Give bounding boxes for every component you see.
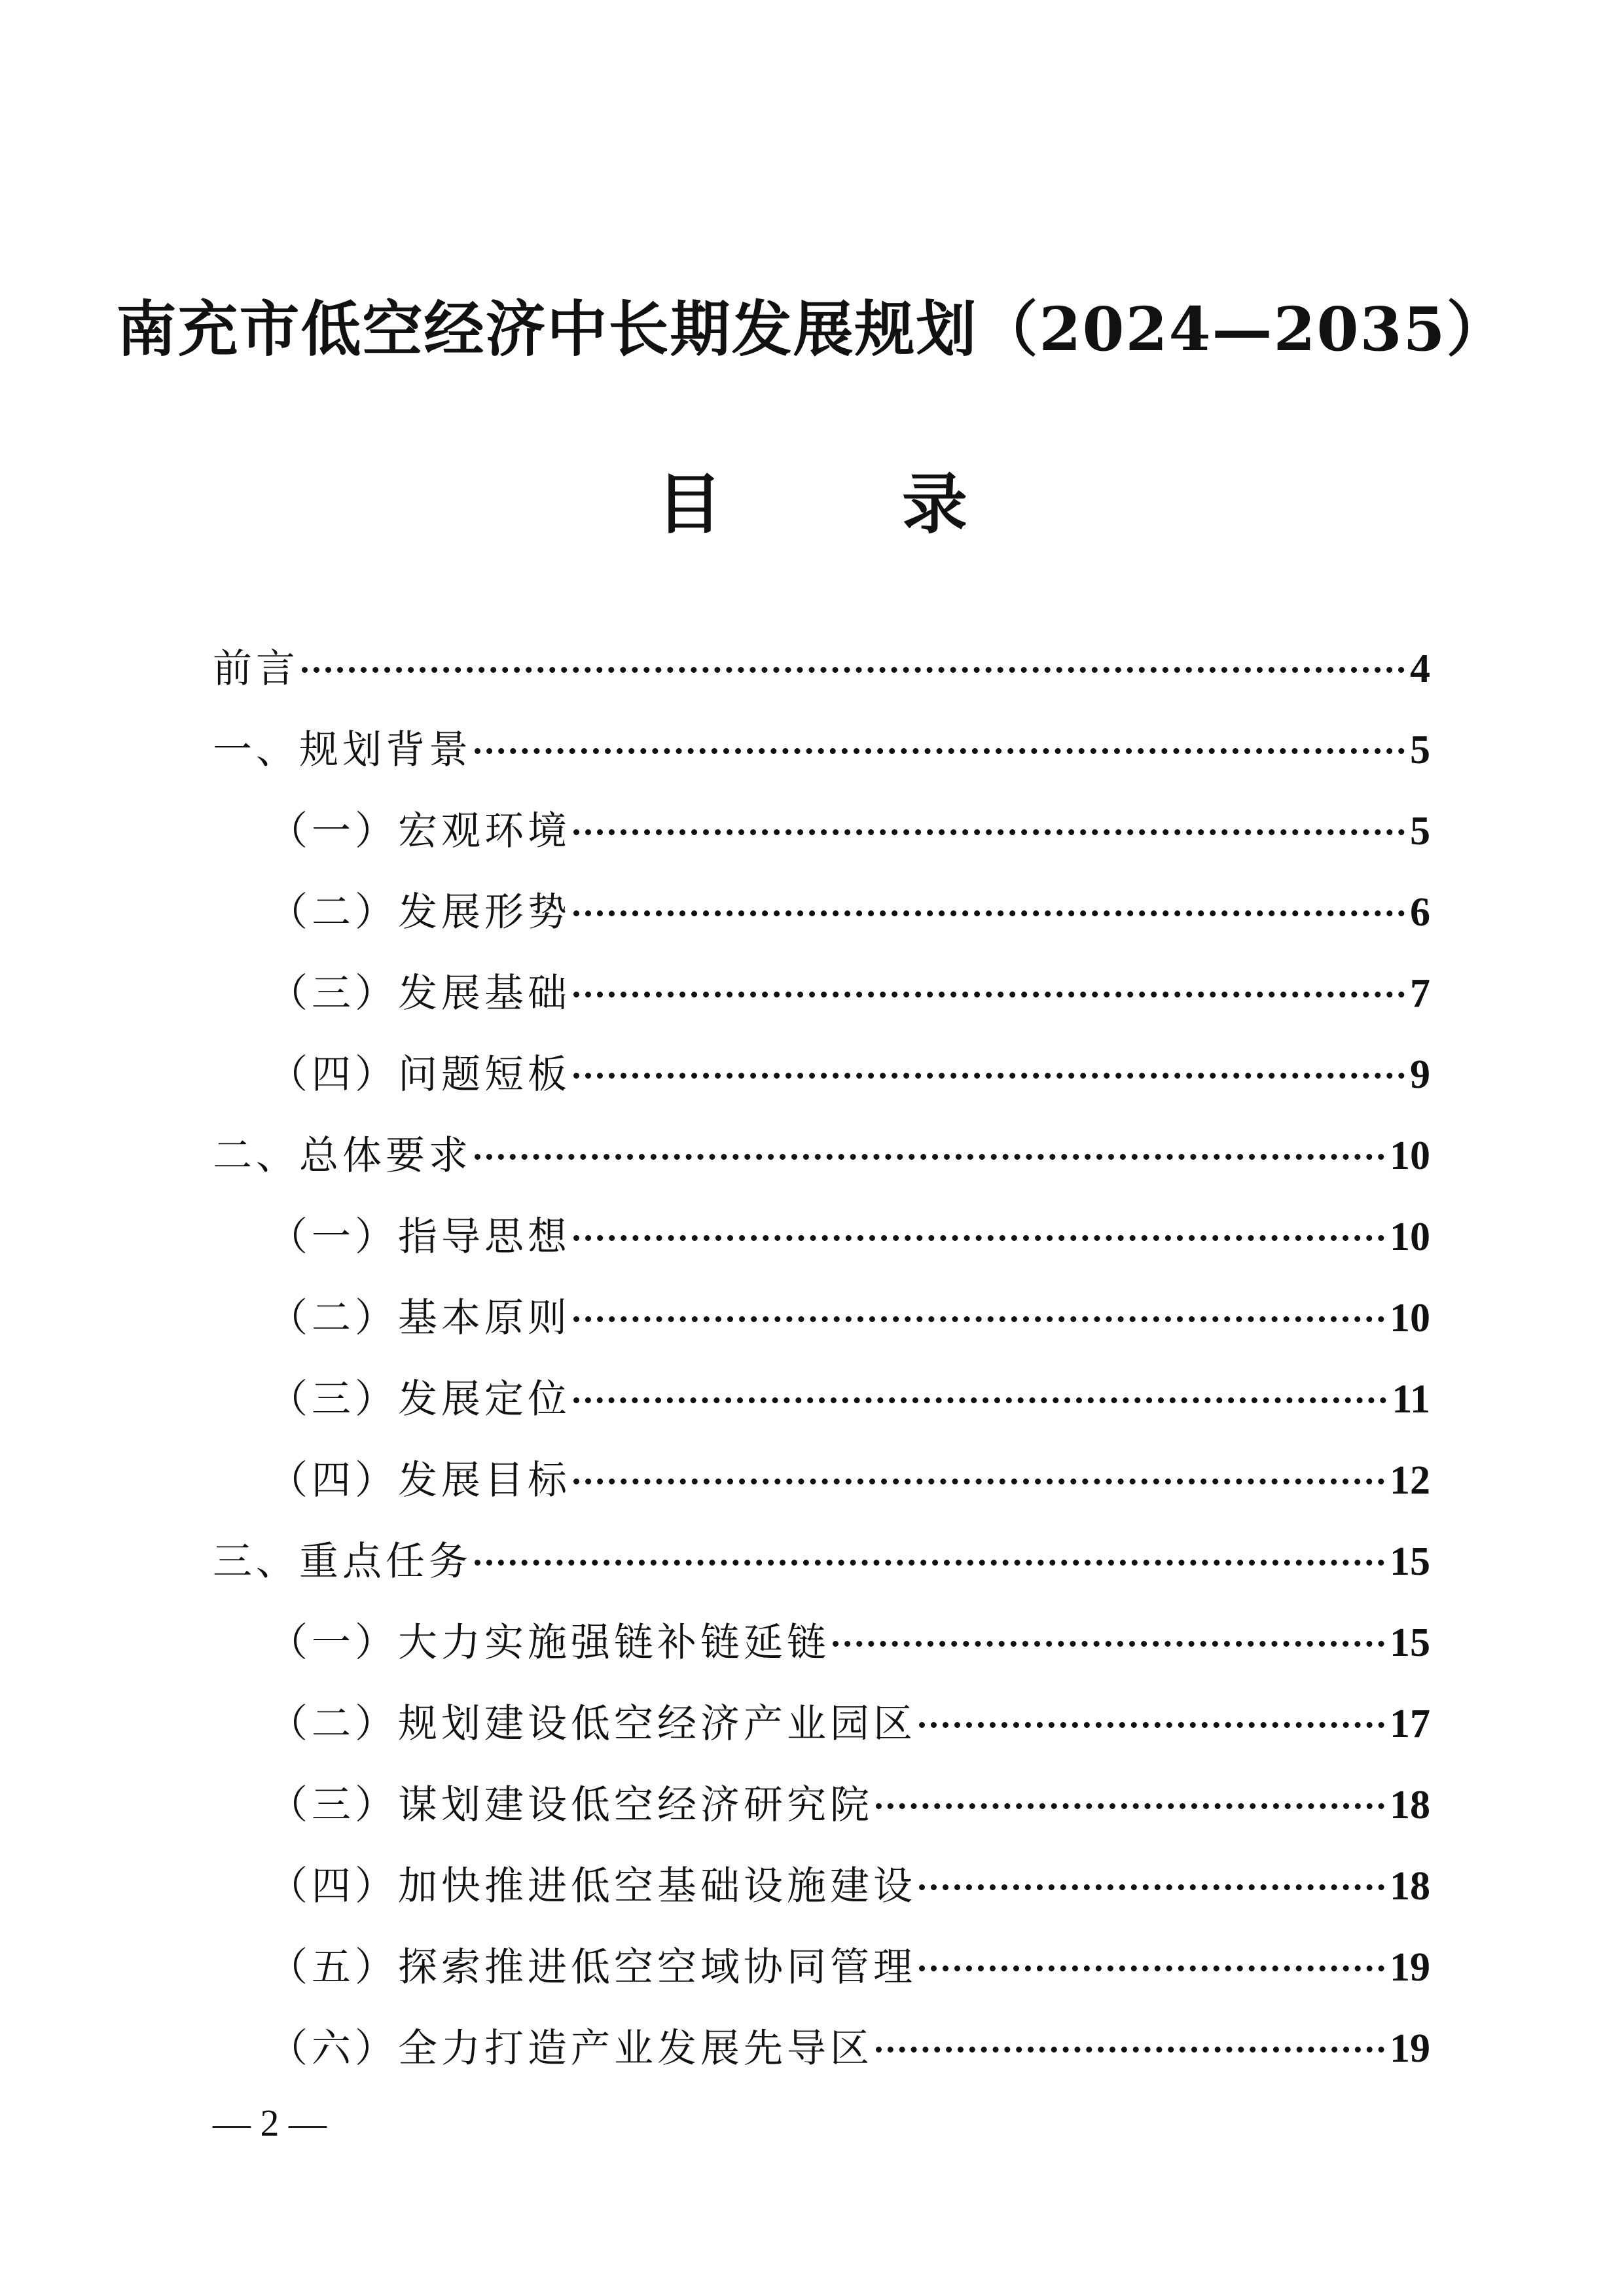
toc-dot-leader bbox=[876, 2047, 1384, 2053]
toc-dot-leader bbox=[919, 1965, 1384, 1971]
toc-dot-leader bbox=[573, 1316, 1384, 1322]
toc-entry[interactable] bbox=[213, 1846, 1430, 1927]
toc-entry-page: 9 bbox=[1410, 1052, 1430, 1097]
toc-entry-page: 15 bbox=[1390, 1539, 1430, 1584]
document-title: 南充市低空经济中长期发展规划（2024—2035） bbox=[116, 294, 1508, 365]
toc-entry[interactable] bbox=[213, 1034, 1430, 1115]
toc-entry[interactable] bbox=[213, 1278, 1430, 1359]
toc-entry-page: 5 bbox=[1410, 728, 1430, 772]
toc-dot-leader bbox=[475, 748, 1405, 754]
toc-entry-label: 前言 bbox=[213, 646, 299, 692]
toc-heading: 目 录 bbox=[657, 465, 1046, 543]
toc-dot-leader bbox=[573, 1235, 1384, 1241]
toc-entry-label: （四）发展目标 bbox=[268, 1458, 571, 1503]
toc-entry-page: 11 bbox=[1392, 1377, 1430, 1422]
toc-entry-label: （一）指导思想 bbox=[268, 1214, 571, 1260]
toc-dot-leader bbox=[573, 1073, 1405, 1079]
toc-entry-label: （五）探索推进低空空域协同管理 bbox=[268, 1945, 916, 1990]
toc-entry-label: 三、重点任务 bbox=[213, 1539, 472, 1585]
toc-entry-page: 5 bbox=[1410, 809, 1430, 853]
toc-entry[interactable] bbox=[213, 628, 1430, 709]
toc-entry-label: （六）全力打造产业发展先导区 bbox=[268, 2026, 873, 2072]
toc-entry[interactable] bbox=[213, 1602, 1430, 1683]
toc-entry[interactable] bbox=[213, 791, 1430, 872]
toc-dot-leader bbox=[833, 1641, 1384, 1647]
toc-entry[interactable] bbox=[213, 1765, 1430, 1846]
toc-entry-page: 6 bbox=[1410, 890, 1430, 935]
toc-dot-leader bbox=[876, 1803, 1384, 1809]
toc-entry[interactable] bbox=[213, 709, 1430, 791]
toc-entry-page: 15 bbox=[1390, 1621, 1430, 1665]
toc-entry[interactable] bbox=[213, 1927, 1430, 2008]
toc-entry[interactable] bbox=[213, 1196, 1430, 1278]
toc-entry-page: 10 bbox=[1390, 1134, 1430, 1178]
toc-entry-page: 4 bbox=[1410, 647, 1430, 691]
toc-dot-leader bbox=[573, 992, 1405, 997]
toc-entry[interactable] bbox=[213, 872, 1430, 953]
toc-entry-label: （三）发展基础 bbox=[268, 971, 571, 1016]
toc-entry-label: （三）发展定位 bbox=[268, 1376, 571, 1422]
toc-entry-page: 7 bbox=[1410, 971, 1430, 1016]
toc-entry-label: （四）加快推进低空基础设施建设 bbox=[268, 1863, 916, 1909]
toc-entry-page: 10 bbox=[1390, 1215, 1430, 1259]
toc-dot-leader bbox=[573, 1479, 1384, 1484]
table-of-contents bbox=[213, 628, 1430, 2089]
toc-entry[interactable] bbox=[213, 1359, 1430, 1440]
toc-dot-leader bbox=[573, 910, 1405, 916]
toc-entry[interactable] bbox=[213, 2008, 1430, 2089]
page-number: — 2 — bbox=[213, 2102, 327, 2144]
toc-entry-page: 17 bbox=[1390, 1702, 1430, 1746]
toc-entry-page: 19 bbox=[1390, 2026, 1430, 2071]
toc-entry-label: 二、总体要求 bbox=[213, 1133, 472, 1179]
toc-entry-label: （二）发展形势 bbox=[268, 889, 571, 935]
toc-entry-label: （二）规划建设低空经济产业园区 bbox=[268, 1701, 916, 1747]
toc-dot-leader bbox=[919, 1884, 1384, 1890]
toc-entry-label: （四）问题短板 bbox=[268, 1052, 571, 1098]
toc-entry-page: 12 bbox=[1390, 1458, 1430, 1503]
toc-entry[interactable] bbox=[213, 1521, 1430, 1602]
toc-entry-page: 18 bbox=[1390, 1783, 1430, 1827]
toc-entry-label: （三）谋划建设低空经济研究院 bbox=[268, 1782, 873, 1828]
toc-entry-page: 18 bbox=[1390, 1864, 1430, 1909]
toc-dot-leader bbox=[573, 829, 1405, 835]
toc-dot-leader bbox=[475, 1154, 1384, 1160]
toc-entry-page: 10 bbox=[1390, 1296, 1430, 1340]
toc-entry-label: （一）大力实施强链补链延链 bbox=[268, 1620, 830, 1666]
toc-entry-label: 一、规划背景 bbox=[213, 727, 472, 773]
toc-entry-label: （一）宏观环境 bbox=[268, 808, 571, 854]
toc-dot-leader bbox=[302, 667, 1405, 673]
toc-entry[interactable] bbox=[213, 1440, 1430, 1521]
toc-entry[interactable] bbox=[213, 953, 1430, 1034]
toc-entry[interactable] bbox=[213, 1683, 1430, 1765]
toc-entry[interactable] bbox=[213, 1115, 1430, 1196]
toc-dot-leader bbox=[475, 1560, 1384, 1566]
toc-dot-leader bbox=[573, 1397, 1386, 1403]
toc-entry-label: （二）基本原则 bbox=[268, 1295, 571, 1341]
toc-dot-leader bbox=[919, 1722, 1384, 1728]
toc-entry-page: 19 bbox=[1390, 1945, 1430, 1990]
